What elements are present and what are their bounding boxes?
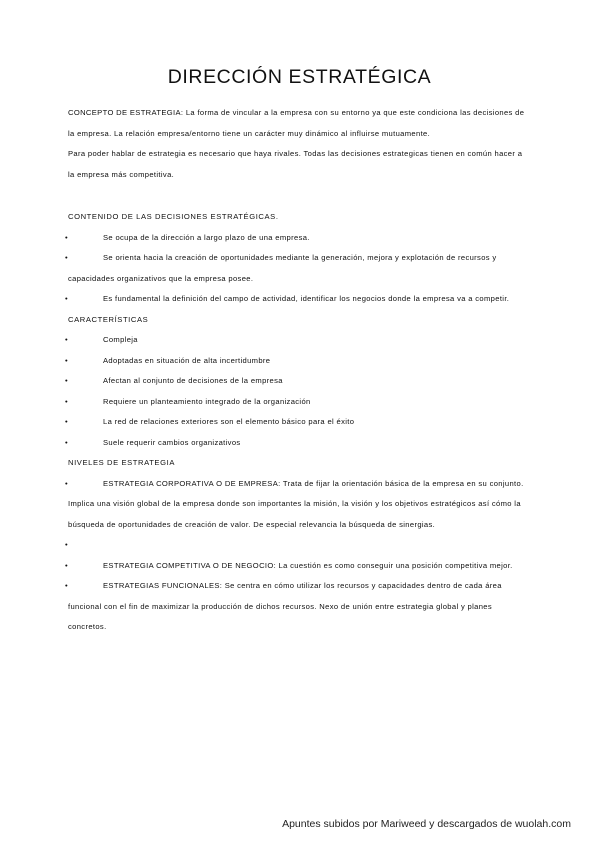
- bullet-icon: •: [65, 417, 69, 426]
- bullet-icon: •: [65, 581, 69, 590]
- list-item: • Es fundamental la definición del campo de actividad, identificar los negocios donde la empresa va a competir.: [68, 289, 527, 310]
- concepto-text: La forma de vincular a la empresa con su entorno ya que este condiciona las decisiones de la empresa. La relación empresa/entorno tiene un carácter muy dinámico al influirse mutuamente.: [68, 108, 525, 138]
- list-item: • Se orienta hacia la creación de oportunidades mediante la generación, mejora y explotación de recursos y capacidades organizativos que la empresa posee.: [68, 248, 527, 289]
- list-item: • ESTRATEGIA COMPETITIVA O DE NEGOCIO: La cuestión es como conseguir una posición competitiva mejor.: [68, 556, 527, 577]
- list-item: • Compleja: [68, 330, 527, 351]
- bullet-icon: •: [65, 540, 69, 549]
- caracteristicas-list: [65, 330, 527, 453]
- bullet-icon: •: [65, 376, 69, 385]
- bullet-icon: •: [65, 294, 69, 303]
- bullet-icon: •: [65, 232, 69, 242]
- concepto-label: CONCEPTO DE ESTRATEGIA:: [68, 108, 184, 117]
- list-item: • La red de relaciones exteriores son el elemento básico para el éxito: [68, 412, 527, 433]
- bullet-icon: •: [65, 335, 69, 344]
- contenido-list: [65, 228, 527, 310]
- list-item: • ESTRATEGIAS FUNCIONALES: Se centra en cómo utilizar los recursos y capacidades dentro de cada área funcional con el fin de maximizar la producción de dichos recursos. Nexo de unión entre estrategia global y planes concretos.: [68, 576, 527, 638]
- niveles-heading: NIVELES DE ESTRATEGIA: [68, 458, 175, 467]
- list-item: • Requiere un planteamiento integrado de la organización: [68, 392, 527, 413]
- contenido-heading: CONTENIDO DE LAS DECISIONES ESTRATÉGICAS.: [68, 212, 279, 221]
- list-item: • Afectan al conjunto de decisiones de la empresa: [68, 371, 527, 392]
- list-item: • ESTRATEGIA CORPORATIVA O DE EMPRESA: Trata de fijar la orientación básica de la empresa en su conjunto. Implica una visión global de la empresa donde son importantes la misión, la visión y los objetivos estratégicos así cómo la búsqueda de oportunidades de creación de valor. De especial relevancia la búsqueda de sinergias.: [68, 474, 527, 536]
- bullet-icon: •: [65, 437, 69, 447]
- bullet-icon: •: [65, 478, 69, 488]
- concepto-paragraph: [68, 103, 527, 144]
- list-item: • Adoptadas en situación de alta incertidumbre: [68, 351, 527, 372]
- list-item: • Suele requerir cambios organizativos: [68, 433, 527, 454]
- caracteristicas-heading: CARACTERÍSTICAS: [68, 314, 149, 324]
- document-body: [65, 103, 527, 638]
- list-item: [65, 535, 527, 556]
- niveles-list: [65, 474, 527, 638]
- footer-attribution: Apuntes subidos por Mariweed y descargados de wuolah.com: [282, 818, 571, 830]
- document-title: DIRECCIÓN ESTRATÉGICA: [167, 66, 432, 88]
- rivales-paragraph: Para poder hablar de estrategia es necesario que haya rivales. Todas las decisiones estrategicas tienen en común hacer a la empresa más competitiva.: [68, 149, 523, 179]
- bullet-icon: •: [65, 253, 69, 262]
- bullet-icon: •: [65, 396, 69, 406]
- bullet-icon: •: [65, 560, 69, 570]
- bullet-icon: •: [65, 355, 69, 365]
- list-item: • Se ocupa de la dirección a largo plazo de una empresa.: [68, 228, 527, 249]
